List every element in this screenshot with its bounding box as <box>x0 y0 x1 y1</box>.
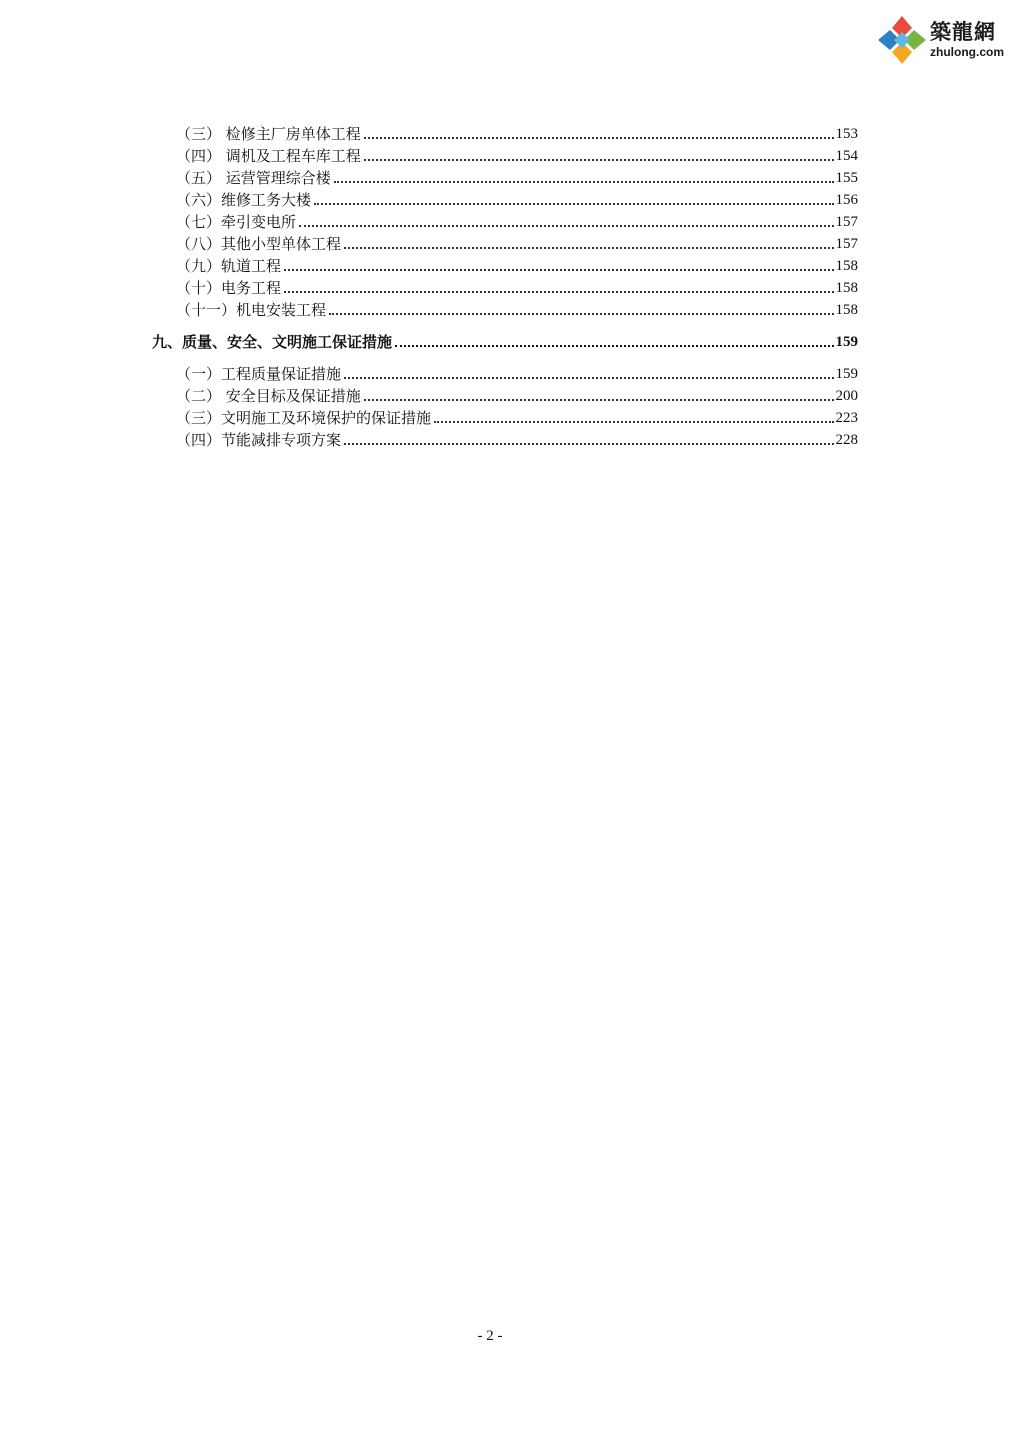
toc-section-entry[interactable] <box>176 364 858 384</box>
toc-entry-page: 153 <box>835 126 858 142</box>
toc-entry-page: 155 <box>835 170 858 186</box>
toc-entry-title: （五） 运营管理综合楼 <box>176 169 331 187</box>
toc-entry-page: 159 <box>835 334 858 350</box>
toc-section-entry[interactable] <box>176 168 858 188</box>
toc-entry-page: 200 <box>835 388 858 404</box>
toc-section-entry[interactable] <box>176 190 858 210</box>
toc-entry-title: （十）电务工程 <box>176 279 282 297</box>
toc-entry-title: 九、质量、安全、文明施工保证措施 <box>152 333 393 351</box>
toc-chapter-entry[interactable] <box>152 332 858 352</box>
toc-entry-title: （八）其他小型单体工程 <box>176 235 342 253</box>
toc-entry-title: （三） 检修主厂房单体工程 <box>176 125 361 143</box>
toc-entry-title: （三）文明施工及环境保护的保证措施 <box>176 409 432 427</box>
toc-dot-leader <box>395 345 833 347</box>
toc-entry-page: 154 <box>835 148 858 164</box>
toc-entry-title: （六）维修工务大楼 <box>176 191 312 209</box>
toc-section-entry[interactable] <box>176 386 858 406</box>
toc-dot-leader <box>434 421 833 423</box>
toc-dot-leader <box>284 269 833 271</box>
toc-dot-leader <box>364 137 834 139</box>
toc-section-entry[interactable] <box>176 256 858 276</box>
zhulong-logo <box>876 14 1012 66</box>
toc-section-entry[interactable] <box>176 234 858 254</box>
toc-dot-leader <box>364 159 834 161</box>
toc-dot-leader <box>329 313 833 315</box>
toc-entry-page: 223 <box>835 410 858 426</box>
toc-entry-page: 158 <box>835 280 858 296</box>
toc-section-entry[interactable] <box>176 278 858 298</box>
toc-entry-title: （七）牵引变电所 <box>176 213 297 231</box>
toc-section-entry[interactable] <box>176 430 858 450</box>
toc-entry-page: 156 <box>835 192 858 208</box>
toc-section-entry[interactable] <box>176 146 858 166</box>
toc-section-entry[interactable] <box>176 124 858 144</box>
logo-domain: zhulong.com <box>930 45 1004 59</box>
toc-section-entry[interactable] <box>176 300 858 320</box>
toc-entry-title: （四） 调机及工程车库工程 <box>176 147 361 165</box>
toc-entry-title: （十一）机电安装工程 <box>176 301 327 319</box>
toc-dot-leader <box>344 443 833 445</box>
toc-entry-title: （九）轨道工程 <box>176 257 282 275</box>
toc-section-entry[interactable] <box>176 212 858 232</box>
toc-dot-leader <box>284 291 833 293</box>
toc-section-entry[interactable] <box>176 408 858 428</box>
toc-entry-page: 157 <box>835 214 858 230</box>
toc-dot-leader <box>344 247 833 249</box>
logo-name: 築龍網 <box>930 19 996 44</box>
toc-entry-title: （一）工程质量保证措施 <box>176 365 342 383</box>
page-number: - 2 - <box>477 1328 503 1344</box>
toc-entry-page: 158 <box>835 302 858 318</box>
toc-entry-page: 228 <box>835 432 858 448</box>
toc-dot-leader <box>299 225 833 227</box>
toc-entry-page: 159 <box>835 366 858 382</box>
toc-entry-page: 157 <box>835 236 858 252</box>
toc-dot-leader <box>344 377 833 379</box>
toc-dot-leader <box>334 181 834 183</box>
toc-entry-title: （四）节能减排专项方案 <box>176 431 342 449</box>
zhulong-logo-mark-icon <box>876 14 928 66</box>
toc-dot-leader <box>314 203 833 205</box>
toc-entry-page: 158 <box>835 258 858 274</box>
toc-dot-leader <box>364 399 834 401</box>
toc-entry-title: （二） 安全目标及保证措施 <box>176 387 361 405</box>
